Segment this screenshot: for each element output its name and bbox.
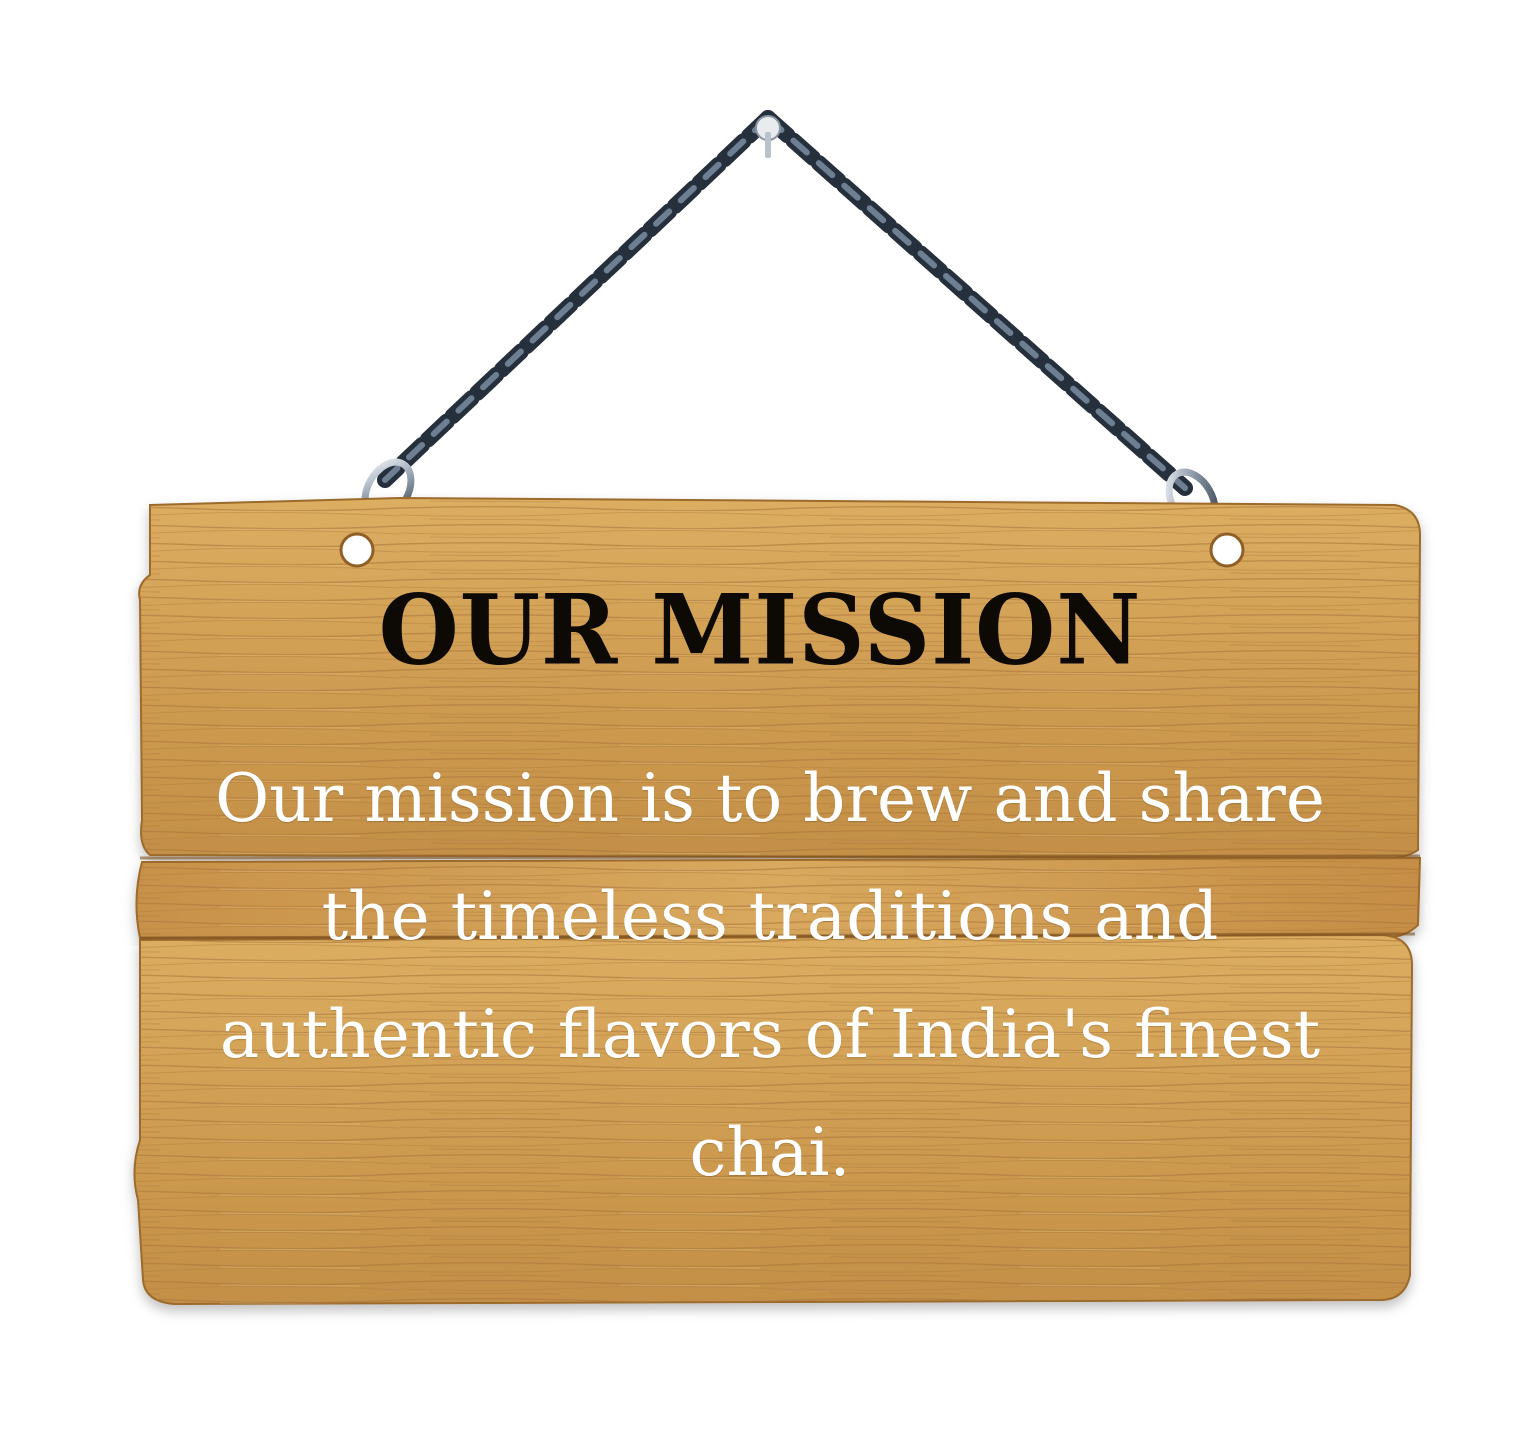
chain-icon xyxy=(385,118,1185,488)
nail-icon xyxy=(756,116,780,158)
sign-body-text: Our mission is to brew and share the timeless traditions and authentic flavors of India's finest chai. xyxy=(215,760,1325,1191)
sign-title: OUR MISSION xyxy=(378,573,1142,687)
